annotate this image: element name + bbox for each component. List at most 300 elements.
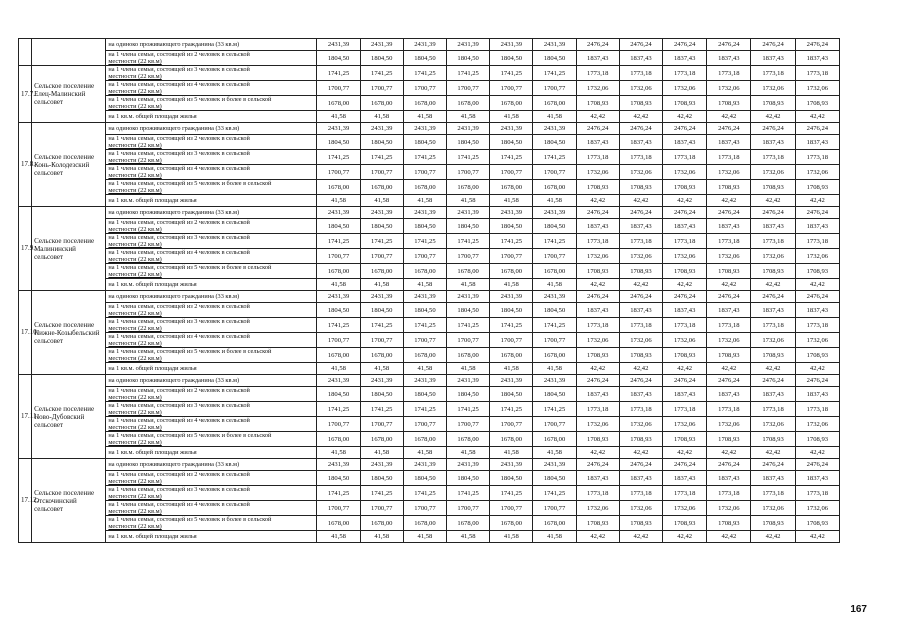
tariff-value-cell: 1678,00: [447, 96, 490, 111]
settlement-index: 17.8.: [19, 123, 32, 207]
tariff-value-cell: 1804,50: [533, 471, 576, 486]
tariff-value-cell: 2431,39: [490, 291, 533, 303]
tariff-value-cell: 1773,18: [619, 318, 662, 333]
tariff-value-cell: 2431,39: [533, 39, 576, 51]
tariff-value-cell: 1804,50: [490, 303, 533, 318]
tariff-value-cell: 1708,93: [576, 516, 619, 531]
tariff-value-cell: 1732,06: [795, 165, 839, 180]
row-description-line1: на 1 члена семьи, состоящей из 5 человек и более в сельской: [108, 96, 272, 103]
tariff-value-cell: 41,58: [533, 447, 576, 459]
row-description: [106, 207, 317, 219]
tariff-value-cell: 1804,50: [447, 135, 490, 150]
row-description: [106, 150, 317, 165]
row-description-line1: на одиноко проживающего гражданина (33 кв.м): [108, 377, 240, 384]
row-description-line2: местности (22 кв.м): [108, 478, 162, 485]
tariff-value-cell: 1708,93: [751, 96, 795, 111]
tariff-value-cell: 1732,06: [795, 249, 839, 264]
tariff-value-cell: 1837,43: [619, 219, 662, 234]
tariff-value-cell: 1732,06: [707, 81, 751, 96]
row-description-line1: на 1 члена семьи, состоящей из 5 человек и более в сельской: [108, 516, 272, 523]
tariff-value-cell: 41,58: [447, 111, 490, 123]
tariff-value-cell: 41,58: [490, 363, 533, 375]
row-description-line2: местности (22 кв.м): [108, 340, 162, 347]
tariff-value-cell: 1773,18: [751, 234, 795, 249]
tariff-value-cell: 1700,77: [317, 333, 360, 348]
tariff-value-cell: 41,58: [490, 195, 533, 207]
tariff-value-cell: 41,58: [533, 195, 576, 207]
tariff-value-cell: 1804,50: [533, 51, 576, 66]
tariff-value-cell: 42,42: [707, 195, 751, 207]
tariff-value-cell: 1837,43: [795, 51, 839, 66]
tariff-value-cell: 42,42: [663, 195, 707, 207]
tariff-value-cell: 1837,43: [751, 303, 795, 318]
tariff-value-cell: 1837,43: [663, 387, 707, 402]
tariff-value-cell: 2431,39: [360, 291, 403, 303]
tariff-value-cell: 1773,18: [619, 66, 662, 81]
tariff-value-cell: 1837,43: [707, 471, 751, 486]
tariff-value-cell: 42,42: [619, 279, 662, 291]
tariff-value-cell: 1700,77: [533, 333, 576, 348]
tariff-value-cell: 42,42: [576, 531, 619, 543]
tariff-value-cell: 2476,24: [795, 459, 839, 471]
tariff-value-cell: 2431,39: [360, 459, 403, 471]
table-row: [19, 291, 840, 303]
tariff-value-cell: 2431,39: [317, 291, 360, 303]
tariff-value-cell: 2476,24: [795, 207, 839, 219]
tariff-value-cell: 2431,39: [403, 123, 446, 135]
tariff-value-cell: 41,58: [403, 447, 446, 459]
tariff-value-cell: 1678,00: [360, 96, 403, 111]
tariff-value-cell: 1678,00: [490, 348, 533, 363]
settlement-name: Сельское поселение Малининский сельсовет: [32, 207, 106, 291]
tariff-value-cell: 1804,50: [360, 135, 403, 150]
tariff-value-cell: 42,42: [751, 531, 795, 543]
tariff-value-cell: 2431,39: [490, 459, 533, 471]
row-description-line2: местности (22 кв.м): [108, 394, 162, 401]
tariff-value-cell: 1700,77: [490, 165, 533, 180]
tariff-value-cell: 1732,06: [751, 81, 795, 96]
tariff-value-cell: 1741,25: [360, 486, 403, 501]
tariff-value-cell: 2431,39: [533, 291, 576, 303]
row-description: [106, 249, 317, 264]
tariff-value-cell: 2476,24: [751, 39, 795, 51]
row-description: [106, 234, 317, 249]
row-description-line1: на 1 члена семьи, состоящей из 5 человек и более в сельской: [108, 348, 272, 355]
tariff-value-cell: 1804,50: [317, 387, 360, 402]
tariff-value-cell: 1741,25: [403, 150, 446, 165]
tariff-value-cell: 2431,39: [317, 459, 360, 471]
row-description: [106, 486, 317, 501]
row-description: [106, 318, 317, 333]
tariff-value-cell: 1804,50: [403, 219, 446, 234]
tariff-value-cell: 1804,50: [533, 303, 576, 318]
row-description-line1: на 1 члена семьи, состоящей из 2 человек в сельской: [108, 471, 250, 478]
tariff-value-cell: 1804,50: [403, 387, 446, 402]
row-description: [106, 363, 317, 375]
row-description-line2: местности (22 кв.м): [108, 409, 162, 416]
tariff-value-cell: 1773,18: [663, 66, 707, 81]
row-description-line1: на одиноко проживающего гражданина (33 кв.м): [108, 293, 240, 300]
tariff-value-cell: 2431,39: [317, 39, 360, 51]
table-row: [19, 234, 840, 249]
tariff-value-cell: 42,42: [707, 447, 751, 459]
tariff-value-cell: 1804,50: [490, 135, 533, 150]
tariff-value-cell: 1773,18: [795, 318, 839, 333]
tariff-value-cell: 1732,06: [751, 165, 795, 180]
tariff-value-cell: 1732,06: [576, 417, 619, 432]
tariff-value-cell: 1804,50: [490, 387, 533, 402]
row-description: [106, 501, 317, 516]
tariff-value-cell: 1837,43: [751, 387, 795, 402]
tariff-value-cell: 2431,39: [447, 375, 490, 387]
tariff-value-cell: 1804,50: [317, 219, 360, 234]
tariff-value-cell: 1700,77: [490, 417, 533, 432]
table-row: [19, 375, 840, 387]
tariff-value-cell: 2476,24: [707, 375, 751, 387]
tariff-value-cell: 1700,77: [490, 501, 533, 516]
tariff-value-cell: 1837,43: [576, 219, 619, 234]
row-description-line1: на 1 члена семьи, состоящей из 5 человек и более в сельской: [108, 180, 272, 187]
tariff-value-cell: 41,58: [360, 531, 403, 543]
tariff-value-cell: 1837,43: [663, 51, 707, 66]
tariff-value-cell: 1708,93: [795, 264, 839, 279]
row-description-line1: на одиноко проживающего гражданина (33 кв.м): [108, 209, 240, 216]
tariff-value-cell: 1700,77: [317, 81, 360, 96]
tariff-value-cell: 2431,39: [317, 375, 360, 387]
tariff-value-cell: 1732,06: [576, 81, 619, 96]
row-description: [106, 459, 317, 471]
tariff-value-cell: 1678,00: [533, 516, 576, 531]
row-description: [106, 111, 317, 123]
tariff-value-cell: 1678,00: [403, 264, 446, 279]
tariff-value-cell: 1708,93: [619, 96, 662, 111]
tariff-value-cell: 42,42: [707, 279, 751, 291]
row-description: [106, 387, 317, 402]
tariff-value-cell: 1708,93: [795, 516, 839, 531]
tariff-value-cell: 1804,50: [317, 471, 360, 486]
tariff-value-cell: 1700,77: [490, 81, 533, 96]
tariff-value-cell: 2476,24: [663, 123, 707, 135]
tariff-value-cell: 41,58: [447, 363, 490, 375]
tariff-value-cell: 1804,50: [360, 471, 403, 486]
row-description-line1: на 1 кв.м. общей площади жилья: [108, 197, 197, 204]
tariff-value-cell: 1678,00: [360, 432, 403, 447]
tariff-value-cell: 1837,43: [619, 135, 662, 150]
tariff-value-cell: 1741,25: [490, 402, 533, 417]
tariff-value-cell: 1732,06: [707, 417, 751, 432]
row-description: [106, 66, 317, 81]
row-description: [106, 279, 317, 291]
tariff-value-cell: 1837,43: [576, 135, 619, 150]
row-description-line1: на 1 члена семьи, состоящей из 3 человек в сельской: [108, 66, 250, 73]
tariff-value-cell: 1700,77: [403, 249, 446, 264]
tariff-value-cell: 1773,18: [707, 486, 751, 501]
tariff-value-cell: 1773,18: [576, 66, 619, 81]
tariff-value-cell: 1678,00: [403, 348, 446, 363]
table-row: [19, 279, 840, 291]
tariff-value-cell: 1678,00: [490, 96, 533, 111]
tariff-value-cell: 1678,00: [447, 348, 490, 363]
tariff-value-cell: 42,42: [707, 531, 751, 543]
tariff-value-cell: 42,42: [663, 447, 707, 459]
tariff-value-cell: 1732,06: [751, 417, 795, 432]
tariff-value-cell: 1741,25: [317, 150, 360, 165]
tariff-value-cell: 1732,06: [576, 501, 619, 516]
table-row: [19, 249, 840, 264]
tariff-value-cell: 42,42: [663, 279, 707, 291]
tariff-value-cell: 2431,39: [447, 207, 490, 219]
table-row: [19, 303, 840, 318]
tariff-value-cell: 42,42: [576, 279, 619, 291]
table-row: [19, 180, 840, 195]
row-description-line1: на 1 члена семьи, состоящей из 2 человек в сельской: [108, 303, 250, 310]
tariff-value-cell: 1678,00: [403, 180, 446, 195]
tariff-value-cell: 1741,25: [447, 402, 490, 417]
tariff-value-cell: 1732,06: [663, 501, 707, 516]
row-description-line1: на 1 кв.м. общей площади жилья: [108, 365, 197, 372]
table-row: [19, 165, 840, 180]
tariff-value-cell: 2476,24: [576, 39, 619, 51]
tariff-value-cell: 1837,43: [619, 471, 662, 486]
tariff-value-cell: 1700,77: [360, 249, 403, 264]
table-row: [19, 51, 840, 66]
tariff-value-cell: 1678,00: [360, 264, 403, 279]
tariff-value-cell: 42,42: [751, 363, 795, 375]
tariff-value-cell: 2476,24: [795, 375, 839, 387]
row-description-line2: местности (22 кв.м): [108, 493, 162, 500]
table-row: [19, 363, 840, 375]
row-description-line1: на одиноко проживающего гражданина (33 кв.м): [108, 41, 240, 48]
tariff-value-cell: 2476,24: [576, 291, 619, 303]
tariff-value-cell: 1773,18: [707, 66, 751, 81]
tariff-value-cell: 1773,18: [751, 486, 795, 501]
tariff-value-cell: 41,58: [403, 111, 446, 123]
tariff-value-cell: 1741,25: [403, 234, 446, 249]
tariff-value-cell: 1708,93: [795, 180, 839, 195]
tariff-value-cell: 2476,24: [751, 291, 795, 303]
tariff-value-cell: 1678,00: [360, 180, 403, 195]
tariff-value-cell: 2431,39: [533, 459, 576, 471]
tariff-value-cell: 1837,43: [707, 135, 751, 150]
tariff-value-cell: 1732,06: [751, 333, 795, 348]
tariff-value-cell: 1732,06: [795, 333, 839, 348]
table-row: [19, 417, 840, 432]
tariff-value-cell: 41,58: [447, 531, 490, 543]
row-description-line1: на 1 члена семьи, состоящей из 3 человек в сельской: [108, 318, 250, 325]
tariff-value-cell: 1837,43: [751, 135, 795, 150]
tariff-value-cell: 1708,93: [707, 348, 751, 363]
tariff-value-cell: 1837,43: [751, 219, 795, 234]
tariff-value-cell: 1773,18: [795, 66, 839, 81]
tariff-value-cell: 41,58: [490, 111, 533, 123]
tariff-value-cell: 1678,00: [403, 432, 446, 447]
tariff-value-cell: 1700,77: [360, 165, 403, 180]
row-description-line1: на 1 члена семьи, состоящей из 2 человек в сельской: [108, 135, 250, 142]
row-description: [106, 264, 317, 279]
tariff-value-cell: 1708,93: [707, 516, 751, 531]
tariff-value-cell: 2476,24: [663, 375, 707, 387]
tariff-value-cell: 1732,06: [576, 333, 619, 348]
tariff-value-cell: 41,58: [533, 111, 576, 123]
tariff-value-cell: 1732,06: [619, 165, 662, 180]
tariff-value-cell: 1804,50: [490, 51, 533, 66]
tariff-value-cell: 1773,18: [795, 486, 839, 501]
tariff-value-cell: 41,58: [447, 447, 490, 459]
row-description: [106, 432, 317, 447]
tariff-value-cell: 41,58: [360, 363, 403, 375]
tariff-value-cell: 1678,00: [533, 180, 576, 195]
row-description-line1: на 1 кв.м. общей площади жилья: [108, 449, 197, 456]
tariff-value-cell: 2476,24: [576, 123, 619, 135]
row-description-line1: на 1 кв.м. общей площади жилья: [108, 281, 197, 288]
settlement-index: 17.7.: [19, 66, 32, 123]
row-description-line2: местности (22 кв.м): [108, 157, 162, 164]
tariff-value-cell: 2476,24: [751, 123, 795, 135]
tariff-value-cell: 1700,77: [360, 501, 403, 516]
tariff-value-cell: 2431,39: [403, 459, 446, 471]
table-row: [19, 123, 840, 135]
tariff-value-cell: 41,58: [447, 195, 490, 207]
tariff-value-cell: 2476,24: [619, 291, 662, 303]
tariff-value-cell: 2476,24: [576, 459, 619, 471]
tariff-value-cell: 1804,50: [447, 51, 490, 66]
tariff-value-cell: 1837,43: [576, 51, 619, 66]
tariff-value-cell: 42,42: [576, 447, 619, 459]
table-row: [19, 471, 840, 486]
tariff-value-cell: 1732,06: [707, 165, 751, 180]
tariff-value-cell: 1700,77: [533, 501, 576, 516]
tariff-value-cell: 1837,43: [707, 303, 751, 318]
tariff-value-cell: 1678,00: [403, 96, 446, 111]
tariff-value-cell: 1700,77: [317, 417, 360, 432]
table-row: [19, 150, 840, 165]
tariff-value-cell: 1708,93: [663, 180, 707, 195]
tariff-value-cell: 1732,06: [576, 249, 619, 264]
tariff-value-cell: 1708,93: [707, 432, 751, 447]
tariff-value-cell: 1837,43: [751, 471, 795, 486]
tariff-value-cell: 1678,00: [317, 432, 360, 447]
tariff-value-cell: 1678,00: [447, 264, 490, 279]
row-description-line2: местности (22 кв.м): [108, 355, 162, 362]
tariff-value-cell: 41,58: [533, 363, 576, 375]
tariff-value-cell: 1700,77: [533, 417, 576, 432]
tariff-value-cell: 1773,18: [619, 234, 662, 249]
tariff-value-cell: 2476,24: [707, 459, 751, 471]
tariff-value-cell: 42,42: [707, 111, 751, 123]
tariff-value-cell: 1700,77: [533, 165, 576, 180]
tariff-value-cell: 1708,93: [619, 264, 662, 279]
tariff-value-cell: 2476,24: [619, 39, 662, 51]
tariff-value-cell: 1708,93: [751, 264, 795, 279]
tariff-value-cell: 1678,00: [533, 264, 576, 279]
tariff-value-cell: 2431,39: [447, 123, 490, 135]
tariff-value-cell: 1837,43: [795, 387, 839, 402]
tariff-value-cell: 1741,25: [360, 234, 403, 249]
tariff-value-cell: 2431,39: [403, 291, 446, 303]
tariff-value-cell: 2431,39: [490, 39, 533, 51]
tariff-value-cell: 1678,00: [317, 516, 360, 531]
tariff-value-cell: 1708,93: [619, 348, 662, 363]
row-description-line1: на 1 члена семьи, состоящей из 4 человек в сельской: [108, 165, 250, 172]
tariff-value-cell: 1700,77: [447, 81, 490, 96]
tariff-value-cell: 41,58: [360, 111, 403, 123]
tariff-value-cell: 1741,25: [317, 66, 360, 81]
tariff-value-cell: 1700,77: [533, 249, 576, 264]
tariff-value-cell: 1837,43: [795, 471, 839, 486]
row-description-line1: на 1 члена семьи, состоящей из 5 человек и более в сельской: [108, 264, 272, 271]
tariff-value-cell: 1773,18: [707, 234, 751, 249]
tariff-value-cell: 41,58: [490, 447, 533, 459]
row-description: [106, 531, 317, 543]
tariff-value-cell: 2476,24: [751, 207, 795, 219]
tariff-value-cell: 2476,24: [663, 291, 707, 303]
page-number: 167: [850, 604, 867, 615]
tariff-value-cell: 1700,77: [403, 501, 446, 516]
tariff-value-cell: 1773,18: [576, 234, 619, 249]
tariff-value-cell: 1732,06: [707, 333, 751, 348]
tariff-value-cell: 1837,43: [663, 219, 707, 234]
tariff-value-cell: 1700,77: [403, 81, 446, 96]
table-row: [19, 432, 840, 447]
tariff-value-cell: 2476,24: [795, 39, 839, 51]
tariff-value-cell: 1773,18: [619, 402, 662, 417]
tariff-value-cell: 1741,25: [533, 150, 576, 165]
tariff-value-cell: 42,42: [795, 531, 839, 543]
row-description: [106, 96, 317, 111]
tariff-value-cell: 2476,24: [751, 375, 795, 387]
tariff-value-cell: 1804,50: [447, 387, 490, 402]
tariff-value-cell: 1732,06: [795, 81, 839, 96]
tariff-value-cell: 1708,93: [751, 432, 795, 447]
table-row: [19, 96, 840, 111]
tariff-value-cell: 1837,43: [576, 387, 619, 402]
row-description-line2: местности (22 кв.м): [108, 424, 162, 431]
tariff-value-cell: 1773,18: [751, 66, 795, 81]
tariff-value-cell: 42,42: [619, 195, 662, 207]
tariff-value-cell: 1700,77: [490, 249, 533, 264]
row-description-line2: местности (22 кв.м): [108, 508, 162, 515]
row-description-line1: на 1 члена семьи, состоящей из 4 человек в сельской: [108, 417, 250, 424]
tariff-value-cell: 1708,93: [707, 264, 751, 279]
tariff-value-cell: 2431,39: [360, 39, 403, 51]
tariff-value-cell: 1773,18: [576, 150, 619, 165]
tariff-value-cell: 1678,00: [447, 516, 490, 531]
tariff-value-cell: 1678,00: [490, 264, 533, 279]
tariff-value-cell: 1708,93: [619, 180, 662, 195]
tariff-value-cell: 1732,06: [619, 501, 662, 516]
tariff-value-cell: 1773,18: [663, 318, 707, 333]
row-description-line1: на 1 члена семьи, состоящей из 3 человек в сельской: [108, 402, 250, 409]
tariff-value-cell: 42,42: [707, 363, 751, 375]
table-row: [19, 333, 840, 348]
tariff-value-cell: 1741,25: [360, 402, 403, 417]
tariff-value-cell: 1732,06: [707, 249, 751, 264]
tariff-value-cell: 1741,25: [447, 66, 490, 81]
tariff-value-cell: 1741,25: [533, 402, 576, 417]
tariff-value-cell: 2476,24: [619, 123, 662, 135]
tariff-value-cell: 1700,77: [490, 333, 533, 348]
tariff-value-cell: 1678,00: [490, 432, 533, 447]
tariff-value-cell: 1837,43: [795, 219, 839, 234]
tariff-value-cell: 1732,06: [619, 81, 662, 96]
tariff-value-cell: 1708,93: [663, 348, 707, 363]
tariff-value-cell: 1804,50: [317, 51, 360, 66]
tariff-value-cell: 1708,93: [795, 96, 839, 111]
row-description: [106, 516, 317, 531]
tariff-value-cell: 42,42: [751, 111, 795, 123]
table-row: [19, 207, 840, 219]
tariff-value-cell: 1700,77: [447, 333, 490, 348]
